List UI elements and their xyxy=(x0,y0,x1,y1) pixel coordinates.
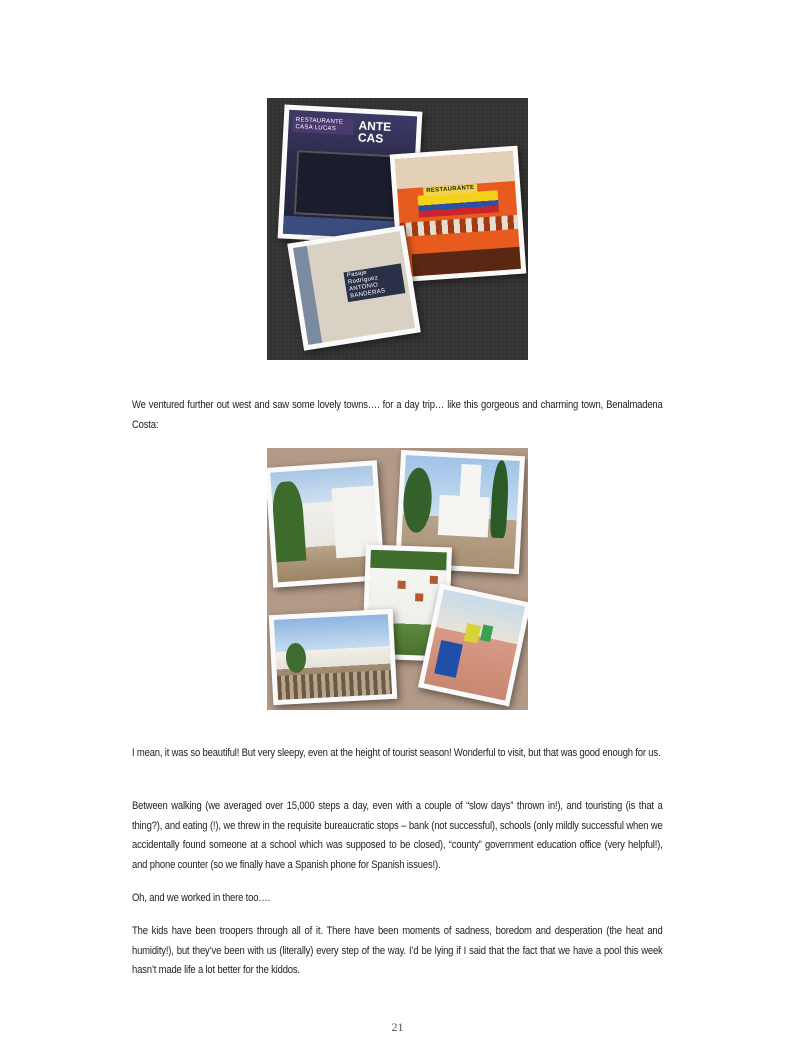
benalmadena-collage-image xyxy=(267,448,528,710)
page-number: 21 xyxy=(391,1020,404,1034)
paragraph-worked: Oh, and we worked in there too…. xyxy=(132,892,271,904)
street-sign-text: Pasaje Rodríguez ANTONIO BANDERAS xyxy=(343,263,405,302)
paragraph-kids: The kids have been troopers through all of it. There have been moments of sadness, boredom and desperation (the heat and humidity!), but they’ve been with us (literally) every step of the way. I’d be lying if I said that the fact that we have a pool this week hasn’t made life a lot better for the kiddos. xyxy=(132,925,663,976)
restaurant-collage-image xyxy=(267,98,528,360)
town-plaza-photo xyxy=(269,609,398,705)
paragraph-beautiful: I mean, it was so beautiful! But very sleepy, even at the height of tourist season! Wonderful to visit, but that was good enough for us. xyxy=(132,747,661,759)
paragraph-day-trip: We ventured further out west and saw some lovely towns…. for a day trip… like this gorgeous and charming town, Benalmadena Costa: xyxy=(132,399,663,431)
orange-restaurant-sign-text: RESTAURANTE xyxy=(423,184,478,197)
paragraph-walking: Between walking (we averaged over 15,000 steps a day, even with a couple of “slow days” thrown in!), and touristing (is that a thing?), and eating (!), we threw in the requisite bureaucratic stops – bank (not successful), schools (only mildly successful when we accidentally found someone at a school which was supposed to be closed), “county” government education office (very helpful!), and phone counter (so we finally have a Spanish phone for Spanish issues!). xyxy=(132,800,663,871)
restaurant-sign-text: RESTAURANTE CASA LUCAS xyxy=(292,116,354,135)
street-sign-photo xyxy=(287,225,420,350)
orange-restaurant-photo xyxy=(390,146,527,283)
restaurant-sign-large-text: ANTE CAS xyxy=(357,118,392,146)
